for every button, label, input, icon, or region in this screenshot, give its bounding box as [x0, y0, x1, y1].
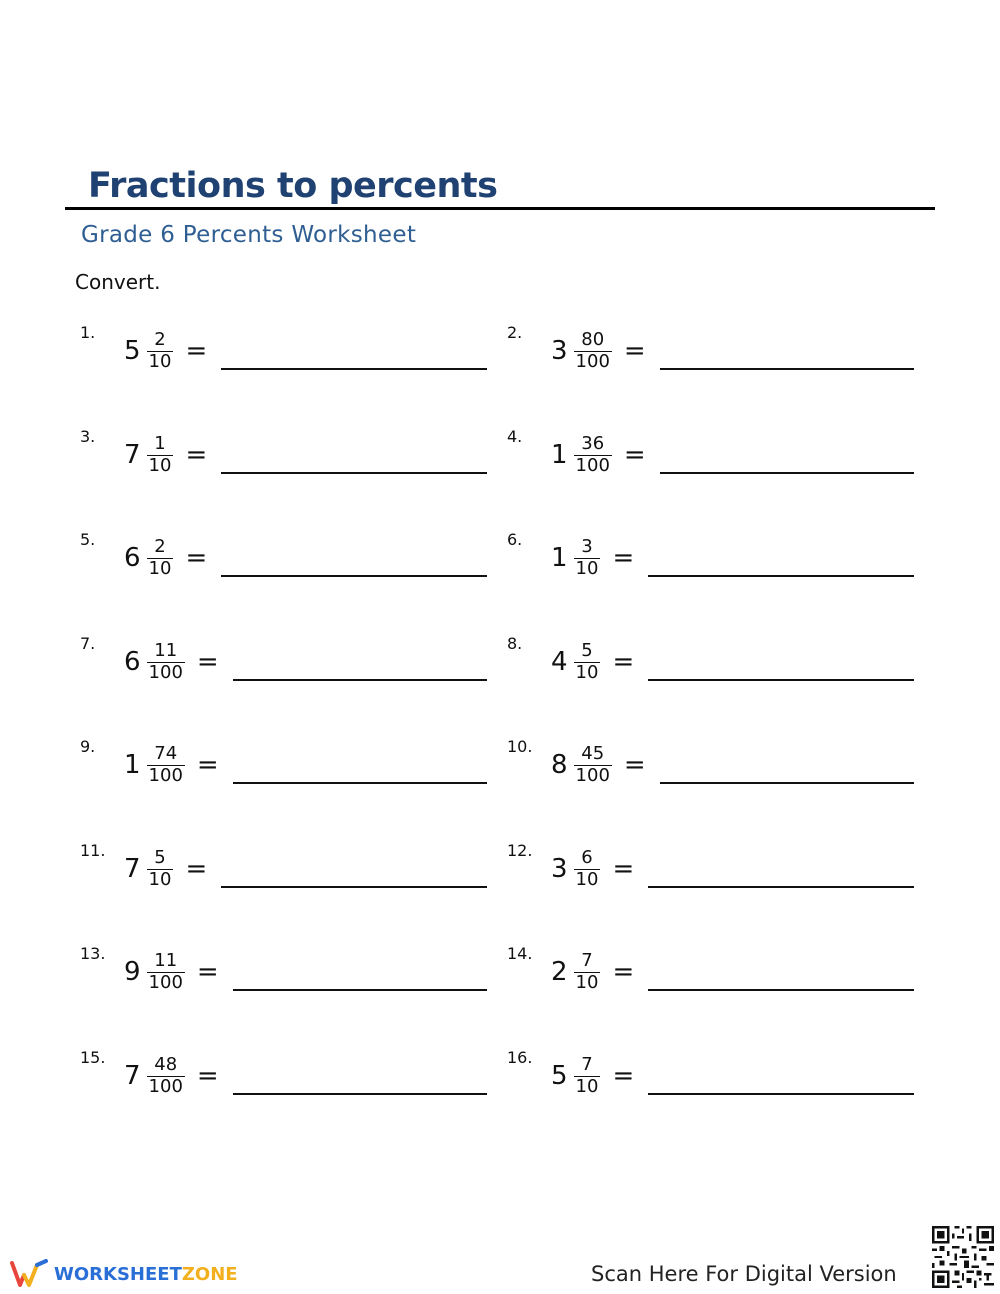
- problem-number: 4.: [507, 427, 523, 446]
- denominator: 100: [148, 971, 183, 993]
- equals-sign: =: [612, 1061, 635, 1091]
- numerator: 48: [154, 1053, 178, 1075]
- numerator: 36: [581, 432, 605, 454]
- title-divider: [65, 207, 935, 210]
- fraction: [147, 328, 174, 372]
- mixed-number-expression: [551, 946, 634, 998]
- mixed-number-expression: [124, 325, 207, 377]
- problem-number: 5.: [80, 530, 96, 549]
- logo-text-zone: ZONE: [181, 1263, 238, 1285]
- mixed-number-expression: [124, 532, 207, 584]
- fraction: [147, 949, 185, 993]
- problem-item: [507, 1048, 914, 1108]
- problem-number: 8.: [507, 634, 523, 653]
- numerator: 11: [154, 949, 178, 971]
- mixed-number-expression: [124, 1050, 219, 1102]
- problem-number: 15.: [80, 1048, 106, 1067]
- numerator: 80: [581, 328, 605, 350]
- equals-sign: =: [623, 440, 646, 470]
- problem-item: [507, 427, 914, 487]
- problem-number: 10.: [507, 737, 533, 756]
- denominator: 10: [575, 661, 599, 683]
- problem-number: 13.: [80, 944, 106, 963]
- answer-line[interactable]: [221, 575, 487, 577]
- whole-number: 1: [124, 750, 141, 780]
- numerator: 11: [154, 639, 178, 661]
- answer-line[interactable]: [221, 886, 487, 888]
- problem-item: [80, 530, 487, 590]
- answer-line[interactable]: [648, 1093, 914, 1095]
- problem-item: [80, 323, 487, 383]
- equals-sign: =: [623, 750, 646, 780]
- equals-sign: =: [196, 1061, 219, 1091]
- whole-number: 1: [551, 543, 568, 573]
- answer-line[interactable]: [221, 368, 487, 370]
- mixed-number-expression: [124, 946, 219, 998]
- fraction: [147, 535, 174, 579]
- mixed-number-expression: [551, 429, 646, 481]
- fraction: [574, 1053, 601, 1097]
- problem-item: [80, 944, 487, 1004]
- denominator: 10: [575, 868, 599, 890]
- denominator: 10: [575, 1075, 599, 1097]
- equals-sign: =: [623, 336, 646, 366]
- problem-item: [507, 944, 914, 1004]
- numerator: 74: [154, 742, 178, 764]
- answer-line[interactable]: [660, 782, 914, 784]
- instruction-text: Convert.: [75, 270, 161, 294]
- worksheetzone-logo: [10, 1259, 238, 1289]
- denominator: 10: [148, 868, 172, 890]
- problem-number: 9.: [80, 737, 96, 756]
- answer-line[interactable]: [648, 679, 914, 681]
- fraction: [574, 535, 601, 579]
- problem-item: [80, 841, 487, 901]
- mixed-number-expression: [551, 739, 646, 791]
- fraction: [147, 639, 185, 683]
- answer-line[interactable]: [233, 1093, 487, 1095]
- numerator: 2: [154, 535, 166, 557]
- answer-line[interactable]: [233, 679, 487, 681]
- equals-sign: =: [185, 440, 208, 470]
- numerator: 3: [581, 535, 593, 557]
- whole-number: 4: [551, 647, 568, 677]
- fraction: [574, 328, 612, 372]
- whole-number: 6: [124, 647, 141, 677]
- problem-number: 1.: [80, 323, 96, 342]
- denominator: 100: [575, 764, 610, 786]
- problem-number: 14.: [507, 944, 533, 963]
- mixed-number-expression: [551, 532, 634, 584]
- answer-line[interactable]: [233, 989, 487, 991]
- problem-item: [80, 634, 487, 694]
- answer-line[interactable]: [660, 472, 914, 474]
- numerator: 5: [581, 639, 593, 661]
- whole-number: 8: [551, 750, 568, 780]
- equals-sign: =: [612, 543, 635, 573]
- fraction: [147, 1053, 185, 1097]
- equals-sign: =: [612, 957, 635, 987]
- equals-sign: =: [612, 647, 635, 677]
- answer-line[interactable]: [648, 886, 914, 888]
- denominator: 100: [148, 661, 183, 683]
- problem-item: [507, 737, 914, 797]
- whole-number: 3: [551, 854, 568, 884]
- problem-item: [507, 323, 914, 383]
- scan-instruction: Scan Here For Digital Version: [591, 1262, 897, 1286]
- whole-number: 6: [124, 543, 141, 573]
- whole-number: 1: [551, 440, 568, 470]
- mixed-number-expression: [124, 429, 207, 481]
- whole-number: 5: [551, 1061, 568, 1091]
- worksheetzone-logo-icon: [10, 1259, 48, 1289]
- fraction: [147, 742, 185, 786]
- problem-item: [507, 530, 914, 590]
- fraction: [574, 432, 612, 476]
- equals-sign: =: [196, 647, 219, 677]
- problem-item: [80, 1048, 487, 1108]
- mixed-number-expression: [551, 636, 634, 688]
- page-title: Fractions to percents: [88, 166, 498, 206]
- numerator: 7: [581, 1053, 593, 1075]
- denominator: 10: [148, 557, 172, 579]
- mixed-number-expression: [551, 325, 646, 377]
- numerator: 5: [154, 846, 166, 868]
- whole-number: 5: [124, 336, 141, 366]
- mixed-number-expression: [124, 843, 207, 895]
- whole-number: 3: [551, 336, 568, 366]
- denominator: 10: [148, 350, 172, 372]
- problem-number: 7.: [80, 634, 96, 653]
- equals-sign: =: [185, 854, 208, 884]
- fraction: [574, 639, 601, 683]
- qr-code-icon[interactable]: [932, 1226, 994, 1288]
- numerator: 1: [154, 432, 166, 454]
- mixed-number-expression: [124, 636, 219, 688]
- equals-sign: =: [612, 854, 635, 884]
- answer-line[interactable]: [648, 575, 914, 577]
- whole-number: 7: [124, 1061, 141, 1091]
- numerator: 45: [581, 742, 605, 764]
- denominator: 100: [575, 350, 610, 372]
- problem-number: 6.: [507, 530, 523, 549]
- fraction: [147, 846, 174, 890]
- equals-sign: =: [196, 750, 219, 780]
- equals-sign: =: [185, 336, 208, 366]
- numerator: 2: [154, 328, 166, 350]
- answer-line[interactable]: [660, 368, 914, 370]
- problem-number: 12.: [507, 841, 533, 860]
- whole-number: 9: [124, 957, 141, 987]
- numerator: 6: [581, 846, 593, 868]
- equals-sign: =: [196, 957, 219, 987]
- answer-line[interactable]: [648, 989, 914, 991]
- numerator: 7: [581, 949, 593, 971]
- whole-number: 2: [551, 957, 568, 987]
- denominator: 100: [575, 454, 610, 476]
- problem-number: 16.: [507, 1048, 533, 1067]
- page-subtitle: Grade 6 Percents Worksheet: [81, 222, 417, 248]
- denominator: 10: [575, 971, 599, 993]
- mixed-number-expression: [551, 1050, 634, 1102]
- problem-item: [507, 841, 914, 901]
- fraction: [147, 432, 174, 476]
- answer-line[interactable]: [233, 782, 487, 784]
- fraction: [574, 846, 601, 890]
- problem-number: 2.: [507, 323, 523, 342]
- fraction: [574, 742, 612, 786]
- problem-item: [507, 634, 914, 694]
- denominator: 100: [148, 1075, 183, 1097]
- mixed-number-expression: [124, 739, 219, 791]
- whole-number: 7: [124, 854, 141, 884]
- fraction: [574, 949, 601, 993]
- equals-sign: =: [185, 543, 208, 573]
- problem-item: [80, 427, 487, 487]
- whole-number: 7: [124, 440, 141, 470]
- logo-text-worksheet: WORKSHEET: [54, 1263, 182, 1285]
- mixed-number-expression: [551, 843, 634, 895]
- answer-line[interactable]: [221, 472, 487, 474]
- denominator: 10: [148, 454, 172, 476]
- problem-number: 3.: [80, 427, 96, 446]
- denominator: 10: [575, 557, 599, 579]
- problem-number: 11.: [80, 841, 106, 860]
- denominator: 100: [148, 764, 183, 786]
- problem-item: [80, 737, 487, 797]
